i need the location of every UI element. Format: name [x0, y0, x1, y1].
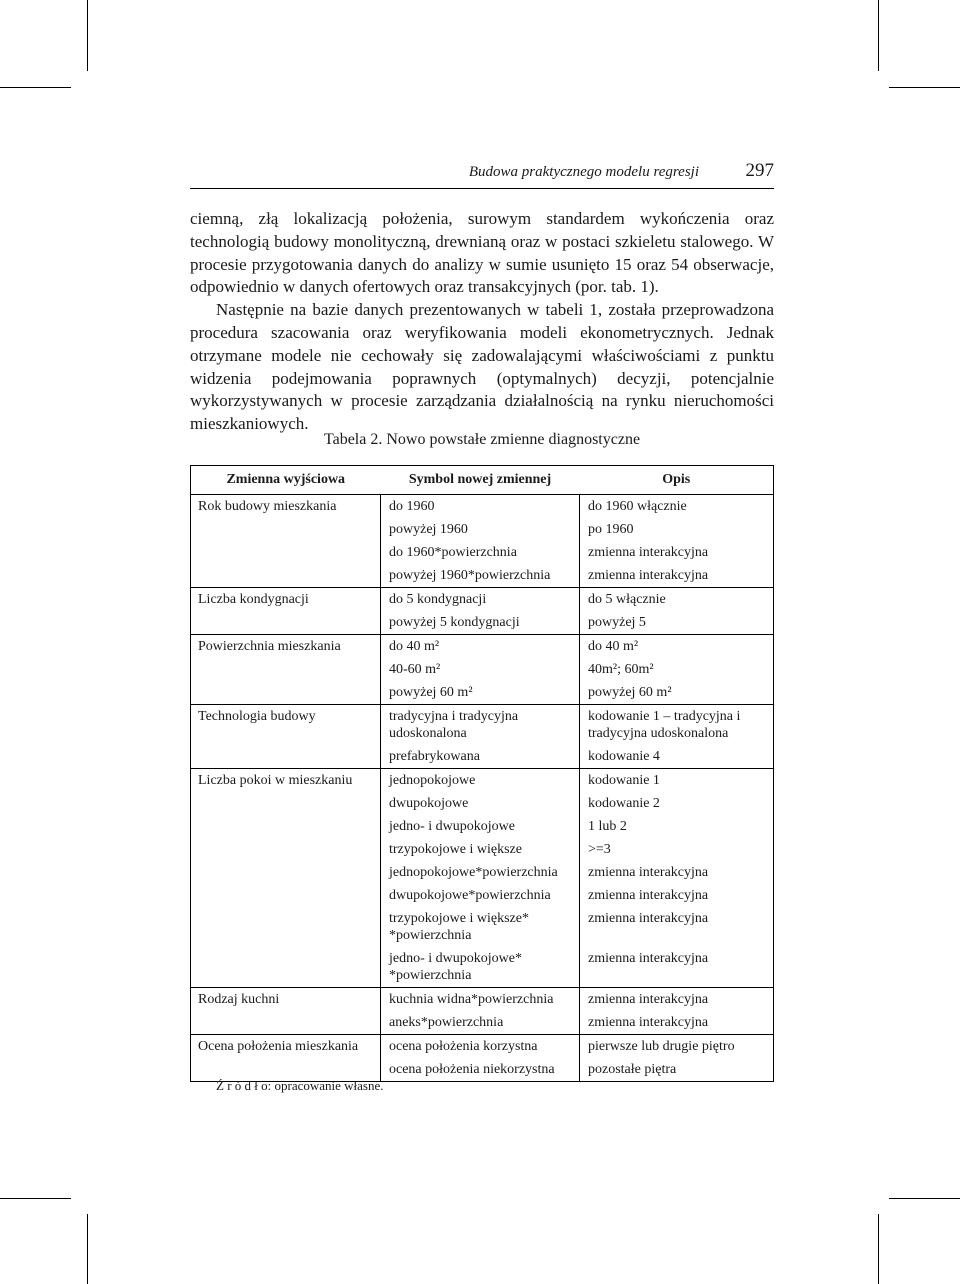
- new-variable-symbol-cell: ocena położenia niekorzystna: [381, 1058, 580, 1082]
- crop-mark: [878, 0, 879, 71]
- new-variable-symbol-cell: powyżej 1960*powierzchnia: [381, 564, 580, 588]
- new-variable-symbol-cell: powyżej 1960: [381, 518, 580, 541]
- table-row: [191, 541, 774, 564]
- table-row: [191, 518, 774, 541]
- new-variable-symbol-cell: kuchnia widna*powierzchnia: [381, 988, 580, 1012]
- table-row: [191, 838, 774, 861]
- source-variable-cell: [191, 564, 381, 588]
- source-variable-cell: [191, 815, 381, 838]
- crop-mark: [889, 1198, 960, 1199]
- table-row: [191, 564, 774, 588]
- table-header-row: [191, 466, 774, 495]
- description-cell: kodowanie 2: [580, 792, 774, 815]
- description-cell: pierwsze lub drugie piętro: [580, 1035, 774, 1059]
- header-rule: [190, 188, 774, 189]
- new-variable-symbol-cell: jedno- i dwupokojowe: [381, 815, 580, 838]
- new-variable-symbol-cell: do 40 m²: [381, 635, 580, 659]
- new-variable-symbol-cell: aneks*powierzchnia: [381, 1011, 580, 1035]
- table-row: [191, 861, 774, 884]
- table-row: [191, 658, 774, 681]
- new-variable-symbol-cell: prefabrykowana: [381, 745, 580, 769]
- description-cell: 40m²; 60m²: [580, 658, 774, 681]
- new-variable-symbol-cell: 40-60 m²: [381, 658, 580, 681]
- table-row: [191, 815, 774, 838]
- description-cell: kodowanie 1: [580, 769, 774, 793]
- new-variable-symbol-cell: do 1960: [381, 495, 580, 519]
- new-variable-symbol-cell: jednopokojowe*powierzchnia: [381, 861, 580, 884]
- table-row: [191, 588, 774, 612]
- column-header: Opis: [580, 466, 774, 495]
- new-variable-symbol-cell: powyżej 5 kondygnacji: [381, 611, 580, 635]
- body-text: [190, 208, 774, 436]
- table-row: [191, 495, 774, 519]
- new-variable-symbol-cell: powyżej 60 m²: [381, 681, 580, 705]
- description-cell: kodowanie 1 – tradycyjna i tradycyjna udoskonalona: [580, 705, 774, 746]
- description-cell: do 1960 włącznie: [580, 495, 774, 519]
- crop-mark: [889, 87, 960, 88]
- description-cell: zmienna interakcyjna: [580, 884, 774, 907]
- table-row: [191, 792, 774, 815]
- variables-table: [190, 465, 774, 1082]
- source-variable-cell: Liczba pokoi w mieszkaniu: [191, 769, 381, 793]
- new-variable-symbol-cell: ocena położenia korzystna: [381, 1035, 580, 1059]
- column-header: Zmienna wyjściowa: [191, 466, 381, 495]
- description-cell: powyżej 5: [580, 611, 774, 635]
- source-variable-cell: Rok budowy mieszkania: [191, 495, 381, 519]
- source-variable-cell: [191, 947, 381, 988]
- table-row: [191, 681, 774, 705]
- source-variable-cell: Technologia budowy: [191, 705, 381, 746]
- description-cell: >=3: [580, 838, 774, 861]
- table-row: [191, 907, 774, 947]
- new-variable-symbol-cell: do 1960*powierzchnia: [381, 541, 580, 564]
- description-cell: zmienna interakcyjna: [580, 1011, 774, 1035]
- description-cell: zmienna interakcyjna: [580, 947, 774, 988]
- source-variable-cell: Powierzchnia mieszkania: [191, 635, 381, 659]
- source-variable-cell: [191, 838, 381, 861]
- source-variable-cell: Rodzaj kuchni: [191, 988, 381, 1012]
- paragraph: ciemną, złą lokalizacją położenia, surowym standardem wykończenia oraz technologią budowy monolityczną, drewnianą oraz w postaci szkieletu stalowego. W procesie przygotowania danych do analizy w sumie usunięto 15 oraz 54 obserwacje, odpowiednio w danych ofertowych oraz transakcyjnych (por. tab. 1).: [190, 209, 774, 297]
- source-variable-cell: [191, 518, 381, 541]
- table-source: Ź r ó d ł o: opracowanie własne.: [216, 1078, 384, 1093]
- source-variable-cell: Liczba kondygnacji: [191, 588, 381, 612]
- table-row: [191, 635, 774, 659]
- new-variable-symbol-cell: dwupokojowe*powierzchnia: [381, 884, 580, 907]
- source-variable-cell: [191, 792, 381, 815]
- new-variable-symbol-cell: do 5 kondygnacji: [381, 588, 580, 612]
- crop-mark: [87, 1214, 88, 1284]
- column-header: Symbol nowej zmiennej: [381, 466, 580, 495]
- table-row: [191, 988, 774, 1012]
- source-variable-cell: Ocena położenia mieszkania: [191, 1035, 381, 1059]
- description-cell: zmienna interakcyjna: [580, 907, 774, 947]
- source-variable-cell: [191, 681, 381, 705]
- source-variable-cell: [191, 745, 381, 769]
- table-body: [191, 495, 774, 1082]
- description-cell: zmienna interakcyjna: [580, 564, 774, 588]
- table-row: [191, 745, 774, 769]
- table-row: [191, 769, 774, 793]
- source-variable-cell: [191, 658, 381, 681]
- source-variable-cell: [191, 861, 381, 884]
- new-variable-symbol-cell: dwupokojowe: [381, 792, 580, 815]
- source-variable-cell: [191, 611, 381, 635]
- table-row: [191, 1011, 774, 1035]
- crop-mark: [878, 1214, 879, 1284]
- table-row: [191, 611, 774, 635]
- new-variable-symbol-cell: trzypokojowe i większe: [381, 838, 580, 861]
- source-variable-cell: [191, 907, 381, 947]
- source-variable-cell: [191, 1011, 381, 1035]
- table-row: [191, 947, 774, 988]
- source-variable-cell: [191, 884, 381, 907]
- description-cell: do 5 włącznie: [580, 588, 774, 612]
- table-row: [191, 884, 774, 907]
- running-title: Budowa praktycznego modelu regresji: [468, 164, 699, 180]
- description-cell: 1 lub 2: [580, 815, 774, 838]
- crop-mark: [87, 0, 88, 71]
- description-cell: zmienna interakcyjna: [580, 988, 774, 1012]
- page-header: [190, 160, 774, 184]
- crop-mark: [0, 1198, 71, 1199]
- source-variable-cell: [191, 541, 381, 564]
- description-cell: pozostałe piętra: [580, 1058, 774, 1082]
- table-row: [191, 705, 774, 746]
- table-title: Tabela 2. Nowo powstałe zmienne diagnostyczne: [323, 431, 641, 448]
- description-cell: powyżej 60 m²: [580, 681, 774, 705]
- description-cell: do 40 m²: [580, 635, 774, 659]
- new-variable-symbol-cell: tradycyjna i tradycyjna udoskonalona: [381, 705, 580, 746]
- table-row: [191, 1035, 774, 1059]
- new-variable-symbol-cell: jednopokojowe: [381, 769, 580, 793]
- page-number: 297: [745, 160, 774, 181]
- crop-mark: [0, 87, 71, 88]
- description-cell: zmienna interakcyjna: [580, 541, 774, 564]
- description-cell: zmienna interakcyjna: [580, 861, 774, 884]
- new-variable-symbol-cell: jedno- i dwupokojowe* *powierzchnia: [381, 947, 580, 988]
- description-cell: po 1960: [580, 518, 774, 541]
- paragraph: Następnie na bazie danych prezentowanych w tabeli 1, została przeprowadzona procedura szacowania oraz weryfikowania modeli ekonometrycznych. Jednak otrzymane modele nie cechowały się zadowalającymi właściwościami z punktu widzenia podejmowania poprawnych (optymalnych) decyzji, potencjalnie wykorzystywanych w procesie zarządzania działalnością na rynku nieruchomości mieszkaniowych.: [190, 300, 774, 434]
- description-cell: kodowanie 4: [580, 745, 774, 769]
- new-variable-symbol-cell: trzypokojowe i większe* *powierzchnia: [381, 907, 580, 947]
